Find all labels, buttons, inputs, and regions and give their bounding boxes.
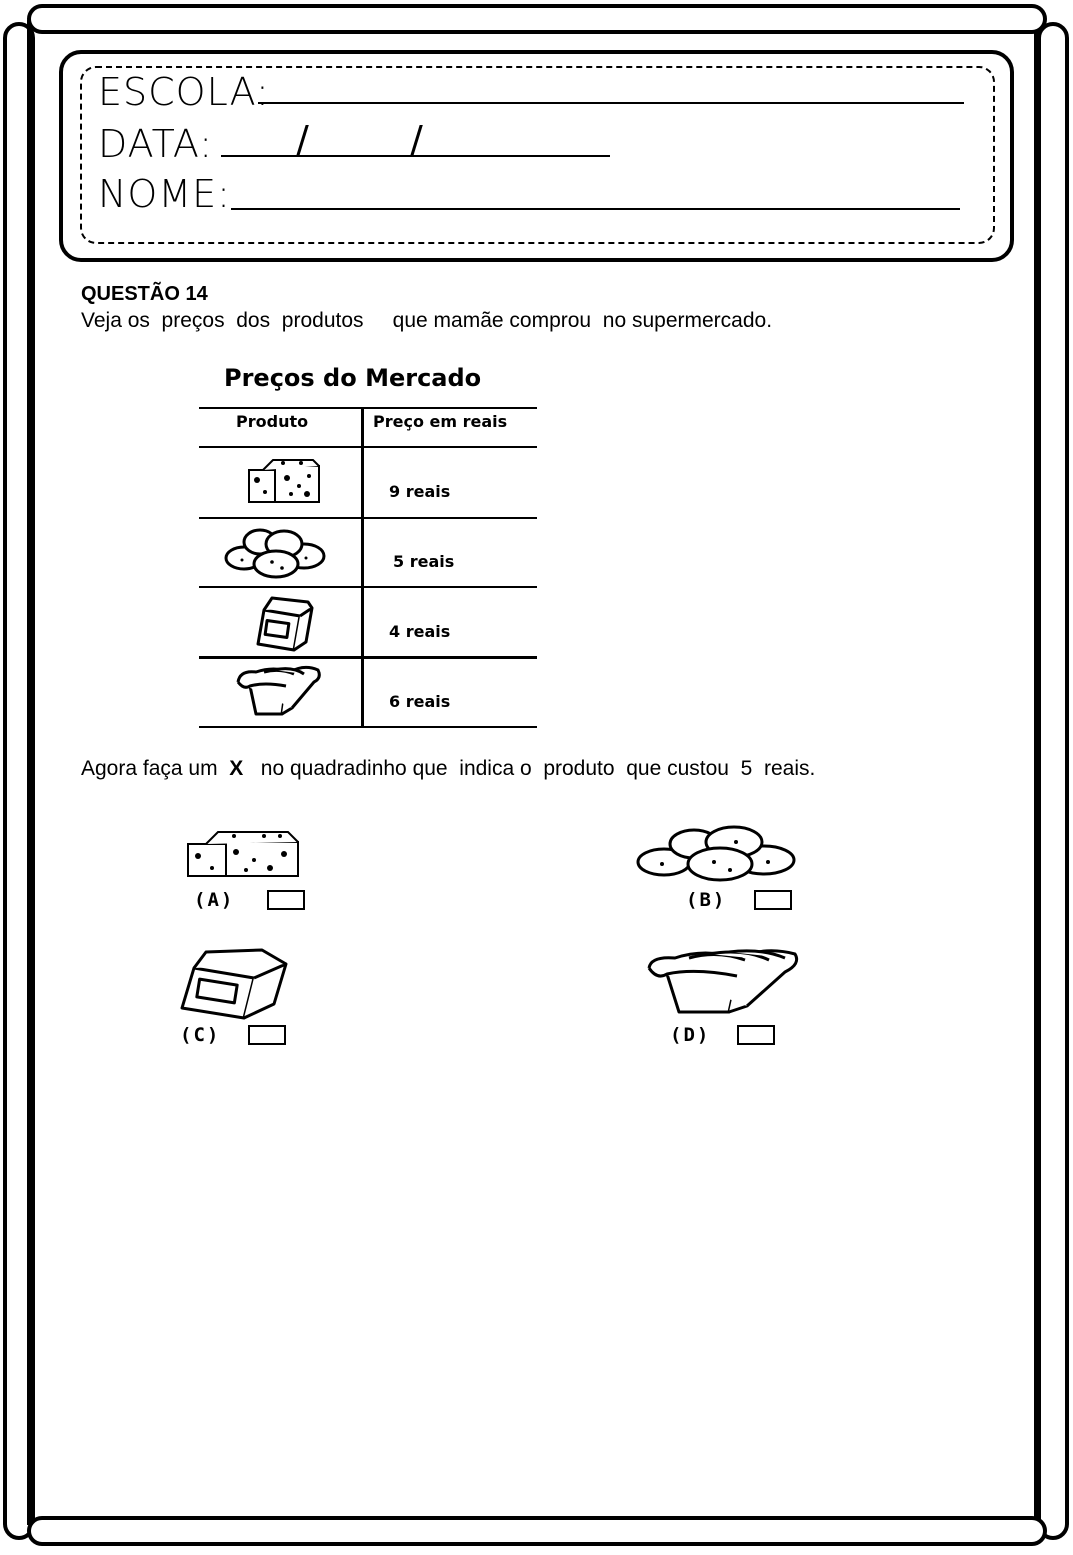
cheese-icon <box>184 828 302 884</box>
table-price: 5 reais <box>393 552 455 571</box>
option-a-checkbox[interactable] <box>267 890 305 910</box>
bread-icon <box>645 944 801 1018</box>
milk-carton-icon <box>254 592 316 654</box>
table-price: 6 reais <box>389 692 451 711</box>
question-intro: Veja os preços dos produtos que mamãe comprou no supermercado. <box>81 309 773 332</box>
table-top-rule <box>199 407 537 409</box>
question-instruction: Agora faça um X no quadradinho que indica o produto que custou 5 reais. <box>81 757 816 780</box>
milk-carton-icon <box>178 946 290 1022</box>
frame-right-roll <box>1037 22 1069 1540</box>
option-b-label: (B) <box>686 889 727 911</box>
potatoes-icon <box>634 822 798 884</box>
frame-top-roll <box>27 4 1047 34</box>
option-d-label: (D) <box>670 1024 711 1046</box>
instruction-mark: X <box>229 757 244 780</box>
table-header-product: Produto <box>236 412 309 431</box>
date-slash-2: / <box>410 118 423 162</box>
bread-icon <box>234 660 322 718</box>
option-a-label: (A) <box>194 889 235 911</box>
nome-label: NOME: <box>98 172 231 216</box>
table-row-rule <box>199 656 537 659</box>
cheese-icon <box>243 456 323 508</box>
table-header-price: Preço em reais <box>373 412 508 431</box>
potatoes-icon <box>222 524 328 580</box>
table-row-rule <box>199 517 537 519</box>
table-title: Preços do Mercado <box>224 364 482 392</box>
escola-label: ESCOLA: <box>98 70 270 114</box>
table-row-rule <box>199 586 537 588</box>
table-price: 4 reais <box>389 622 451 641</box>
data-label: DATA: <box>98 122 214 166</box>
table-price: 9 reais <box>389 482 451 501</box>
option-c-checkbox[interactable] <box>248 1025 286 1045</box>
escola-field[interactable] <box>258 102 964 104</box>
table-column-divider <box>361 407 364 728</box>
question-title: QUESTÃO 14 <box>81 283 208 305</box>
table-bottom-rule <box>199 726 537 728</box>
frame-bottom-roll <box>27 1516 1047 1546</box>
option-c-label: (C) <box>180 1024 221 1046</box>
table-header-rule <box>199 446 537 448</box>
date-slash-1: / <box>296 118 309 162</box>
option-b-checkbox[interactable] <box>754 890 792 910</box>
nome-field[interactable] <box>231 208 960 210</box>
option-d-checkbox[interactable] <box>737 1025 775 1045</box>
